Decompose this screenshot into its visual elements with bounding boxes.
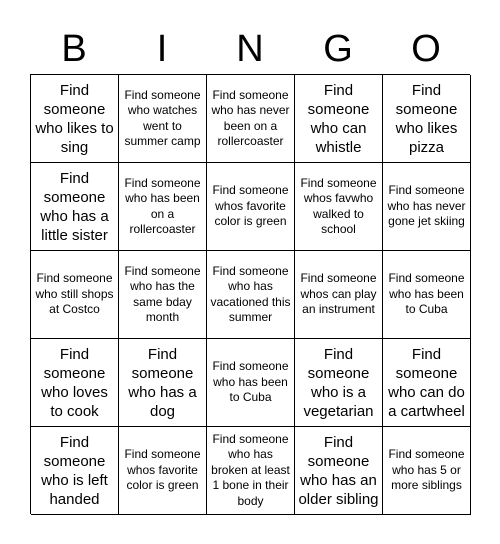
bingo-cell-r2-c3[interactable]	[207, 163, 295, 251]
cell-text: Find someone who has a little sister	[40, 169, 109, 244]
cell-text: Find someone who has never been on a rollercoaster	[211, 87, 290, 148]
header-letter-b: B	[61, 28, 87, 70]
bingo-cell-r1-c3[interactable]	[207, 75, 295, 163]
header-letter-o: O	[411, 28, 441, 70]
bingo-cell-r2-c5[interactable]	[383, 163, 471, 251]
cell-text: Find someone who watches went to summer camp	[124, 87, 201, 148]
bingo-cell-r3-c4[interactable]	[295, 251, 383, 339]
bingo-header	[30, 26, 470, 72]
cell-text: Find someone who has broken at least 1 bone in their body	[211, 431, 290, 508]
bingo-cell-r5-c4[interactable]	[295, 427, 383, 515]
cell-text: Find someone who can whistle	[307, 81, 370, 156]
cell-text: Find someone whos can play an instrument	[300, 271, 377, 317]
cell-text: Find someone who likes to sing	[35, 81, 114, 156]
bingo-cell-r5-c5[interactable]	[383, 427, 471, 515]
cell-text: Find someone who has the same bday month	[124, 263, 201, 324]
cell-text: Find someone who still shops at Costco	[35, 271, 114, 317]
bingo-cell-r4-c4[interactable]	[295, 339, 383, 427]
cell-text: Find someone who is a vegetarian	[303, 345, 374, 420]
cell-text: Find someone who has 5 or more siblings	[388, 447, 465, 493]
cell-text: Find someone who loves to cook	[41, 345, 108, 420]
bingo-cell-r1-c4[interactable]	[295, 75, 383, 163]
bingo-cell-r2-c4[interactable]	[295, 163, 383, 251]
bingo-cell-r1-c2[interactable]	[119, 75, 207, 163]
cell-text: Find someone who likes pizza	[395, 81, 458, 156]
cell-text: Find someone whos favorite color is green	[124, 447, 201, 493]
bingo-cell-r1-c1[interactable]	[31, 75, 119, 163]
cell-text: Find someone who has an older sibling	[298, 433, 379, 508]
bingo-cell-r2-c2[interactable]	[119, 163, 207, 251]
header-letter-i: I	[156, 28, 168, 70]
cell-text: Find someone who can do a cartwheel	[388, 345, 465, 420]
cell-text: Find someone who has never gone jet skiing	[387, 183, 466, 229]
bingo-cell-r1-c5[interactable]	[383, 75, 471, 163]
bingo-grid	[30, 74, 470, 514]
cell-text: Find someone who is left handed	[41, 433, 108, 508]
bingo-cell-r3-c3[interactable]	[207, 251, 295, 339]
bingo-cell-r4-c3[interactable]	[207, 339, 295, 427]
cell-text: Find someone who has been to Cuba	[212, 359, 289, 405]
cell-text: Find someone who has vacationed this summer	[210, 263, 291, 324]
header-letter-n: N	[236, 28, 264, 70]
header-letter-g: G	[323, 28, 353, 70]
cell-text: Find someone who has been to Cuba	[388, 271, 465, 317]
bingo-cell-r3-c1[interactable]	[31, 251, 119, 339]
cell-text: Find someone who has a dog	[128, 345, 197, 420]
bingo-cell-r4-c5[interactable]	[383, 339, 471, 427]
cell-text: Find someone who has been on a rollercoaster	[124, 175, 201, 236]
bingo-cell-r5-c3[interactable]	[207, 427, 295, 515]
cell-text: Find someone whos favwho walked to school	[300, 175, 377, 236]
bingo-cell-r4-c1[interactable]	[31, 339, 119, 427]
cell-text: Find someone whos favorite color is green	[212, 183, 289, 229]
bingo-cell-r5-c1[interactable]	[31, 427, 119, 515]
bingo-cell-r3-c5[interactable]	[383, 251, 471, 339]
bingo-cell-r3-c2[interactable]	[119, 251, 207, 339]
bingo-cell-r2-c1[interactable]	[31, 163, 119, 251]
bingo-cell-r4-c2[interactable]	[119, 339, 207, 427]
bingo-cell-r5-c2[interactable]	[119, 427, 207, 515]
